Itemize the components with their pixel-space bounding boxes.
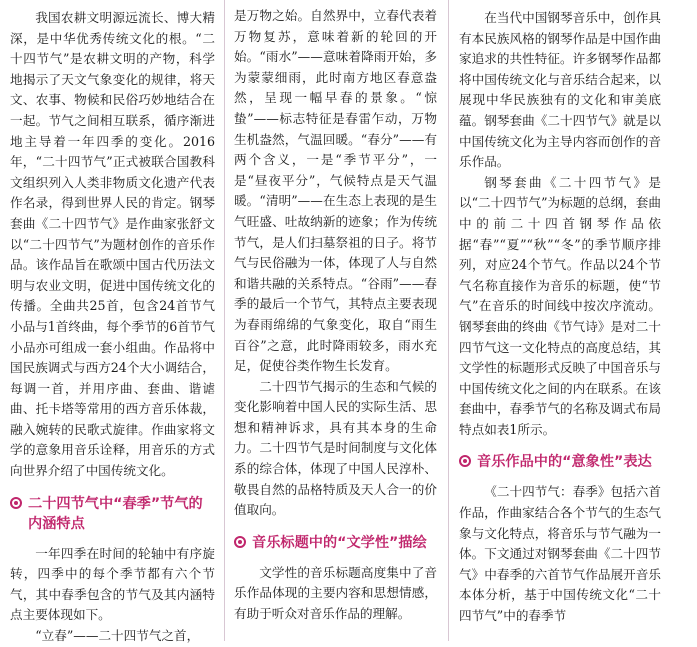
paragraph-spring-terms: 是万物之始。自然界中，立春代表着万物复苏，意味着新的轮回的开始。“雨水”——意味着降雨开始，多为蒙蒙细雨，此时南方地区春意盎然，呈现一幅早春的景象。“惊蛰”——标志特征是春雷乍动，万物生机盎然，气温回暖。“春分”——有两个含义，一是“季节平分”，一是“昼夜平分”，气候特点是天气温暖。“清明”——在生态上表现的是生气旺盛、吐故纳新的迹象；作为传统节气，是人们扫墓祭祖的日子。将节气与民俗融为一体，体现了人与自然和谐共融的关系特点。“谷雨”——春季的最后一个节气，其特点主要表现为春雨绵绵的气象变化，取自“雨生百谷”之意，此时降雨较多，雨水充足，促使谷类作物生长发育。	[234, 8, 437, 374]
paragraph-lichun-start: “立春”——二十四节气之首，	[35, 628, 200, 644]
section-heading-spring-solar-terms	[10, 494, 215, 534]
heading-bullet-icon	[459, 455, 471, 467]
heading-text: 音乐作品中的“意象性”表达	[477, 454, 652, 471]
column-left	[10, 8, 215, 647]
paragraph-spring-works: 《二十四节气：春季》包括六首作品，作曲家结合各个节气的生态气象与文化特点，将音乐与节气融为一体。下文通过对钢琴套曲《二十四节气》中春季的六首节气作品展开音乐本体分析，基于中国传统文化“二十四节气”中的春季节	[459, 484, 661, 624]
column-right	[459, 8, 661, 627]
heading-bullet-icon	[234, 536, 246, 548]
heading-text: 音乐标题中的“文学性”描绘	[252, 534, 427, 551]
paragraph-ecology: 二十四节气揭示的生态和气候的变化影响着中国人民的实际生活、思想和精神诉求，具有其本身的生命力。二十四节气是时间制度与文化体系的综合体，体现了中国人民淳朴、敬畏自然的品格特质及天人合一的价值取向。	[234, 378, 437, 518]
column-middle	[234, 6, 437, 625]
paragraph-seasons: 一年四季在时间的轮轴中有序旋转，四季中的每个季节都有六个节气，其中春季包含的节气及其内涵特点主要体现如下。	[10, 545, 215, 623]
paragraph-intro: 我国农耕文明源远流长、博大精深，是中华优秀传统文化的根。“二十四节气”是农耕文明的产物，科学地揭示了天文气象变化的规律，将天文、农事、物候和民俗巧妙地结合在一起。节气之间相互联系，循序渐进地主导着一年四季的变化。2016年，“二十四节气”正式被联合国教科文组织列入人类非物质文化遗产代表作名录，得到世界人民的肯定。钢琴套曲《二十四节气》是作曲家张舒文以“二十四节气”为题材创作的音乐作品。该作品旨在歌颂中国古代历法文明与农业文明，促进中国传统文化的传播。全曲共25首，包含24首节气小品与1首终曲，每个季节的6首节气小品亦可组成一套小组曲。作品将中国民族调式与西方24个大小调结合，每调一首，并用序曲、套曲、谐谑曲、托卡塔等常用的西方音乐体裁，融入婉转的民歌式旋律。作曲家将文学的意象用音乐诠释，用音乐的方式向世界介绍了中国传统文化。	[10, 10, 215, 479]
section-heading-literary-titles	[234, 533, 437, 553]
heading-text: 二十四节气中“春季”节气的内涵特点	[28, 495, 203, 532]
section-heading-imagery	[459, 452, 661, 472]
paragraph-piano-music: 在当代中国钢琴音乐中，创作具有本民族风格的钢琴作品是中国作曲家追求的共性特征。许多钢琴作品都将中国传统文化与音乐结合起来，以展现中华民族独有的文化和审美底蕴。钢琴套曲《二十四节气》就是以中国传统文化为主导内容而创作的音乐作品。	[459, 10, 661, 170]
column-divider-left	[224, 0, 225, 641]
heading-bullet-icon	[10, 497, 22, 509]
paragraph-literary-titles: 文学性的音乐标题高度集中了音乐作品体现的主要内容和思想情感，有助于听众对音乐作品的理解。	[234, 564, 437, 622]
paragraph-suite-structure: 钢琴套曲《二十四节气》是以“二十四节气”为标题的总纲，套曲中的前二十四首钢琴作品依据“春”“夏”“秋”“冬”的季节顺序排列，对应24个节气。作品以24个节气名称直接作为音乐的标题，使“节气”在音乐的时间线中按次序流动。钢琴套曲的终曲《节气诗》是对二十四节气这一文化特点的高度总结，其文学性的标题形式反映了中国音乐与中国传统文化之间的内在联系。在该套曲中，春季节气的名称及调式布局特点如表1所示。	[459, 174, 661, 437]
column-divider-right	[448, 0, 449, 641]
